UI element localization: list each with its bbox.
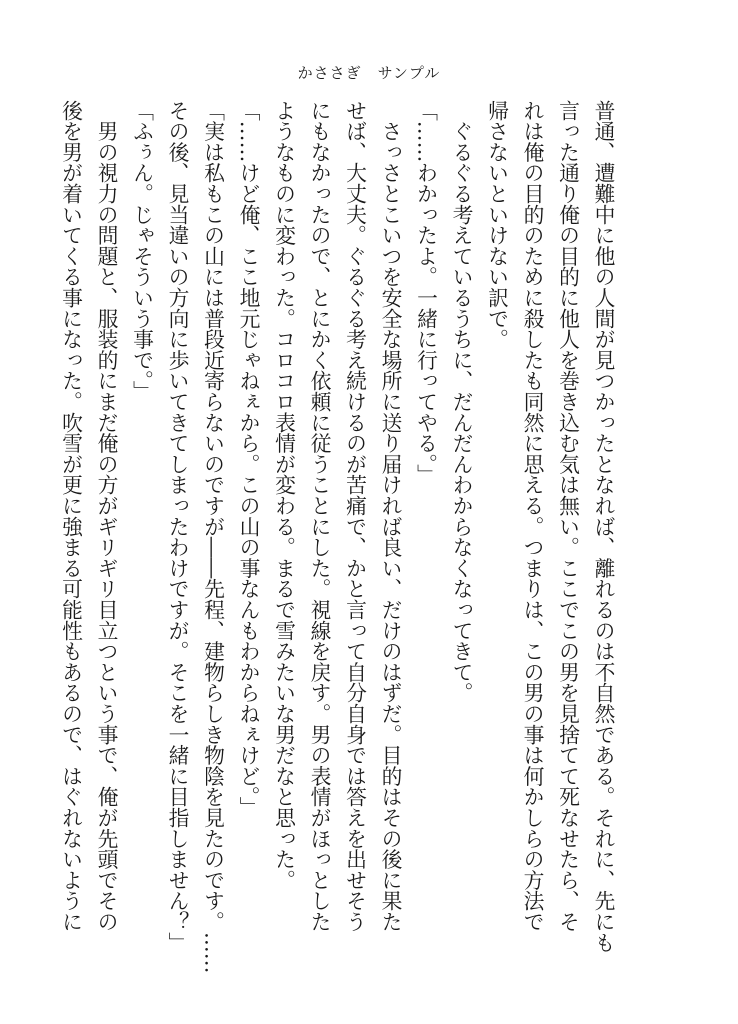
text-line: 「……わかったよ。一緒に行ってやる。」 — [413, 100, 438, 485]
text-line: 帰さないといけない訳で。 — [484, 100, 509, 350]
text-line: ようなものに変わった。コロコロ表情が変わる。まるで雪みたいな男だなと思った。 — [271, 100, 296, 891]
body-text — [52, 100, 620, 974]
text-line: 「ふぅん。じゃそういう事で。」 — [129, 100, 154, 402]
text-line: 男の視力の問題と、服装的にまだ俺の方がギリギリ目立つという事で、俺が先頭でその — [94, 100, 118, 932]
text-line: その後、見当違いの方向に歩いてきてしまったわけですが。そこを一緒に目指しません？」 — [165, 100, 189, 953]
text-line: 言った通り俺の目的に他人を巻き込む気は無い。ここでこの男を見捨てて死なせたら、そ — [555, 100, 580, 932]
text-line: 「……けど俺、ここ地元じゃねぇから。この山の事なんもわからねぇけど。」 — [236, 100, 260, 818]
text-line: れは俺の目的のために殺したも同然に思える。つまりは、この男の事は何かしらの方法で — [520, 100, 544, 932]
text-line: 後を男が着いてくる事になった。吹雪が更に強まる可能性もあるので、はぐれないように — [58, 100, 83, 932]
text-line: さっさとこいつを安全な場所に送り届ければ良い、だけのはずだ。目的はその後に果た — [378, 100, 402, 932]
text-line: にもなかったので、とにかく依頼に従うことにした。視線を戻す。男の表情がほっとした — [307, 100, 331, 932]
text-line: ぐるぐる考えているうちに、だんだんわからなくなってきて。 — [449, 100, 473, 704]
page-header: かささぎ サンプル — [297, 64, 441, 82]
text-line: せば、大丈夫。ぐるぐる考え続けるのが苦痛で、かと言って自分自身では答えを出せそう — [342, 100, 367, 932]
text-line: 普通、遭難中に他の人間が見つかったとなれば、離れるのは不自然である。それに、先にも — [591, 100, 615, 953]
text-line: 「実は私もこの山には普段近寄らないのですが――先程、建物らしき物陰を見たのです。…… — [200, 100, 225, 974]
